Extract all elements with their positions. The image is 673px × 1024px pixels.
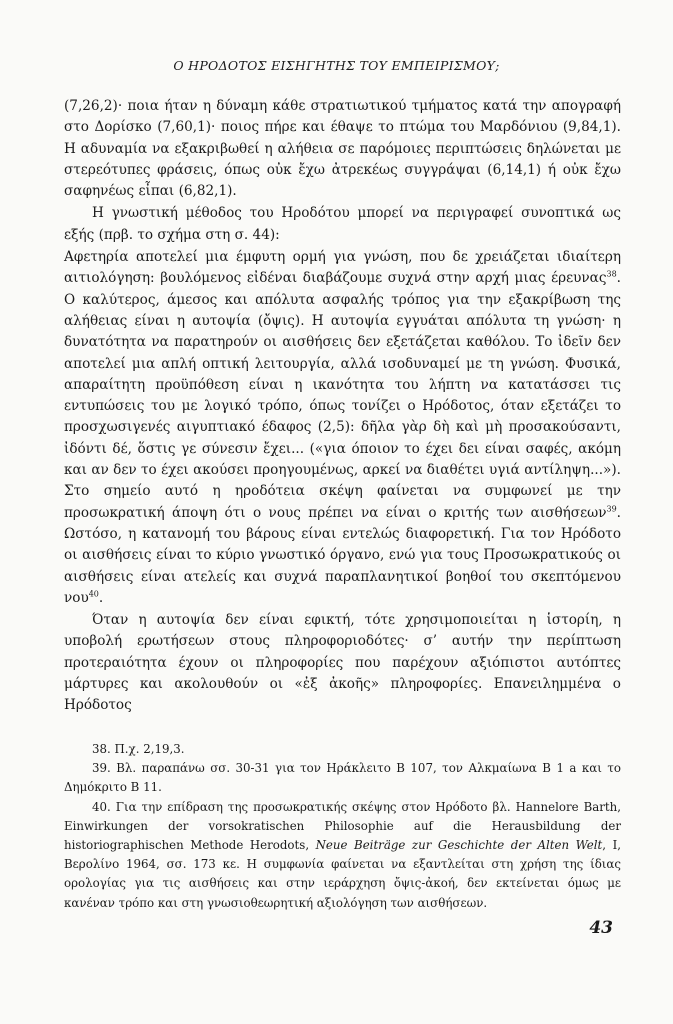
paragraph-3-part-a: Αφετηρία αποτελεί μια έμφυτη ορμή για γνώση, που δε χρειάζεται ιδιαίτερη αιτιολόγηση: βουλόμενος εἰδέναι διαβάζουμε συχνά στην αρχή μιας έρευνας <box>64 249 621 287</box>
footnote-40 <box>64 798 621 913</box>
footnote-ref-38[interactable]: 38 <box>606 269 617 279</box>
paragraph-2: Η γνωστική μέθοδος του Ηροδότου μπορεί να περιγραφεί συνοπτικά ως εξής (πρβ. το σχήμα στη σ. 44): <box>64 205 621 243</box>
footnote-ref-39[interactable]: 39 <box>606 504 617 514</box>
paragraph-3 <box>64 247 621 609</box>
paragraph-3-part-b: . Ο καλύτερος, άμεσος και απόλυτα ασφαλής τρόπος για την εξακρίβωση της αλήθειας είναι η αυτοψία (ὄψις). Η αυτοψία εγγυάται απόλυτα τη γνώση· η δυνατότητα να παρατηρούν οι αισθήσεις δεν εξετάζεται καθόλου. Το ἰδεῖν δεν αποτελεί μια απλή οπτική λειτουργία, αλλά ισοδυναμεί με τη γνώση. Φυσικά, απαραίτητη προϋπόθεση είναι η ικανότητα του λήπτη να κατατάσσει τις εντυπώσεις του με λογικό τρόπο, όπως τονίζει ο Ηρόδοτος, όταν εξετάζει το προσχωσιγενές αιγυπτιακό έδαφος (2,5): δῆλα γὰρ δὴ καὶ μὴ προσακούσαντι, ἰδόντι δέ, ὅστις γε σύνεσιν ἔχει... («για όποιον το έχει δει είναι σαφές, ακόμη και αν δεν το έχει ακούσει προηγουμένως, αρκεί να διαθέτει υγιά αντίληψη...»). Στο σημείο αυτό η ηροδότεια σκέψη φαίνεται να συμφωνεί με την προσωκρατική άποψη ότι ο νους πρέπει να είναι ο κριτής των αισθήσεων <box>64 270 621 521</box>
footnote-39: 39. Βλ. παραπάνω σσ. 30-31 για τον Ηράκλειτο Β 107, τον Αλκμαίωνα Β 1 a και το Δημόκριτο Β 11. <box>64 761 621 795</box>
main-text <box>64 96 621 717</box>
paragraph-3-part-d: . <box>98 589 104 606</box>
footnote-40-part-b: , I, Βερολίνο 1964, σσ. 173 κε. Η συμφωνία φαίνεται να εξαντλείται στη χρήση της ίδιας ορολογίας για τις αισθήσεις και στην ιεράρχηση ὄψις-ἀκοή, δεν εκτείνεται όμως με κανέναν τρόπο και στη γνωσιοθεωρητική αξιολόγηση των αισθήσεων. <box>64 838 621 910</box>
footnote-ref-40[interactable]: 40 <box>88 589 99 599</box>
footnotes <box>64 740 621 913</box>
footnote-40-series-title: Neue Beiträge zur Geschichte der Alten Welt <box>315 838 603 853</box>
paragraph-4: Όταν η αυτοψία δεν είναι εφικτή, τότε χρησιμοποιείται η ἱστορίη, η υποβολή ερωτήσεων στους πληροφοριοδότες· σ’ αυτήν την περίπτωση προτεραιότητα έχουν οι πληροφορίες που παρέχουν αξιόπιστοι αυτόπτες μάρτυρες και ακολουθούν οι «ἐξ ἀκοῆς» πληροφορίες. Επανειλημμένα ο Ηρόδοτος <box>64 612 621 714</box>
footnote-40-part-a: 40. Για την επίδραση της προσωκρατικής σκέψης στον Ηρόδοτο βλ. Hannelore Barth, Einwirkungen der vorsokratischen Philosophie auf die Herausbildung der historiographischen Methode Herodots, <box>64 799 621 853</box>
page-number: 43 <box>589 918 613 938</box>
footnote-38: 38. Π.χ. 2,19,3. <box>92 742 185 756</box>
running-head: Ο ΗΡΟΔΟΤΟΣ ΕΙΣΗΓΗΤΗΣ ΤΟΥ ΕΜΠΕΙΡΙΣΜΟΥ; <box>173 58 500 73</box>
paragraph-1: (7,26,2)· ποια ήταν η δύναμη κάθε στρατιωτικού τμήματος κατά την απογραφή στο Δορίσκο (7,60,1)· ποιος πήρε και έθαψε το πτώμα του Μαρδόνιου (9,84,1). Η αδυναμία να εξακριβωθεί η αλήθεια σε παρόμοιες περιπτώσεις δηλώνεται με στερεότυπες φράσεις, όπως οὐκ ἔχω ἀτρεκέως συγγράψαι (6,14,1) ή οὐκ ἔχω σαφηνέως εἶπαι (6,82,1). <box>64 98 621 200</box>
paragraph-3-part-c: . Ωστόσο, η κατανομή του βάρους είναι εντελώς διαφορετική. Για τον Ηρόδοτο οι αισθήσεις είναι το κύριο γνωστικό όργανο, ενώ για τους Προσωκρατικούς οι αισθήσεις είναι ατελείς και συχνά παραπλανητικοί βοηθοί του σκεπτόμενου νου <box>64 504 621 606</box>
